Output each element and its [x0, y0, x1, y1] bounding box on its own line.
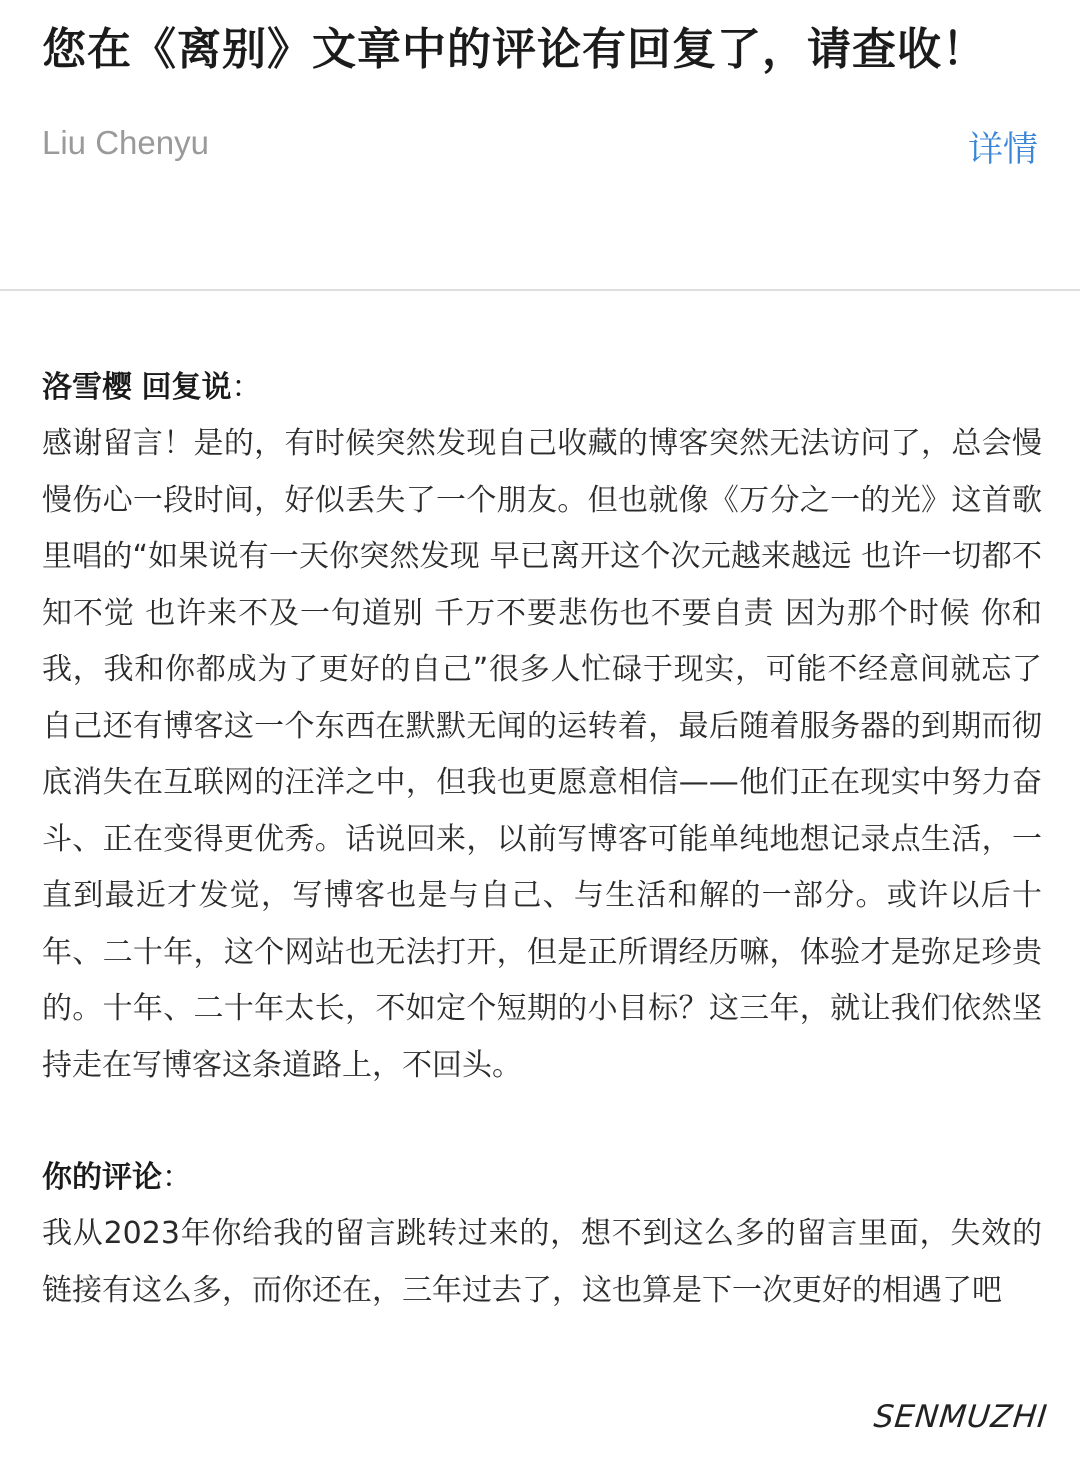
reply-heading — [42, 360, 1042, 416]
header-divider — [0, 289, 1080, 291]
reply-author: 洛雪樱 — [42, 370, 132, 405]
sender-name: Liu Chenyu — [42, 124, 209, 161]
reply-colon: ： — [231, 370, 262, 405]
your-comment-colon: ： — [162, 1160, 192, 1195]
watermark: SENMUZHI — [872, 1399, 1050, 1435]
section-gap — [42, 1094, 1042, 1150]
email-body — [42, 360, 1042, 1319]
your-comment-text: 我从2023年你给我的留言跳转过来的，想不到这么多的留言里面，失效的链接有这么多，而你还在，三年过去了，这也算是下一次更好的相遇了吧 — [42, 1216, 1042, 1308]
details-link[interactable]: 详情 — [967, 130, 1038, 170]
reply-text: 感谢留言！是的，有时候突然发现自己收藏的博客突然无法访问了，总会慢慢伤心一段时间，好似丢失了一个朋友。但也就像《万分之一的光》这首歌里唱的“如果说有一天你突然发现 早已离开这个次元越来越远 也许一切都不知不觉 也许来不及一句道别 千万不要悲伤也不要自责 因为那个时候 你和我，我和你都成为了更好的自己”很多人忙碌于现实，可能不经意间就忘了自己还有博客这一个东西在默默无闻的运转着，最后随着服务器的到期而彻底消失在互联网的汪洋之中，但我也更愿意相信——他们正在现实中努力奋斗、正在变得更优秀。话说回来，以前写博客可能单纯地想记录点生活，一直到最近才发觉，写博客也是与自己、与生活和解的一部分。或许以后十年、二十年，这个网站也无法打开，但是正所谓经历嘛，体验才是弥足珍贵的。十年、二十年太长，不如定个短期的小目标？这三年，就让我们依然坚持走在写博客这条道路上，不回头。 — [42, 426, 1042, 1083]
your-comment-heading — [42, 1150, 1042, 1206]
your-comment-label: 你的评论 — [42, 1160, 162, 1195]
email-header — [0, 0, 1080, 186]
email-meta-row — [42, 116, 1038, 186]
reply-action: 回复说 — [141, 370, 232, 405]
email-subject: 您在《离别》文章中的评论有回复了，请查收！ — [42, 24, 987, 75]
